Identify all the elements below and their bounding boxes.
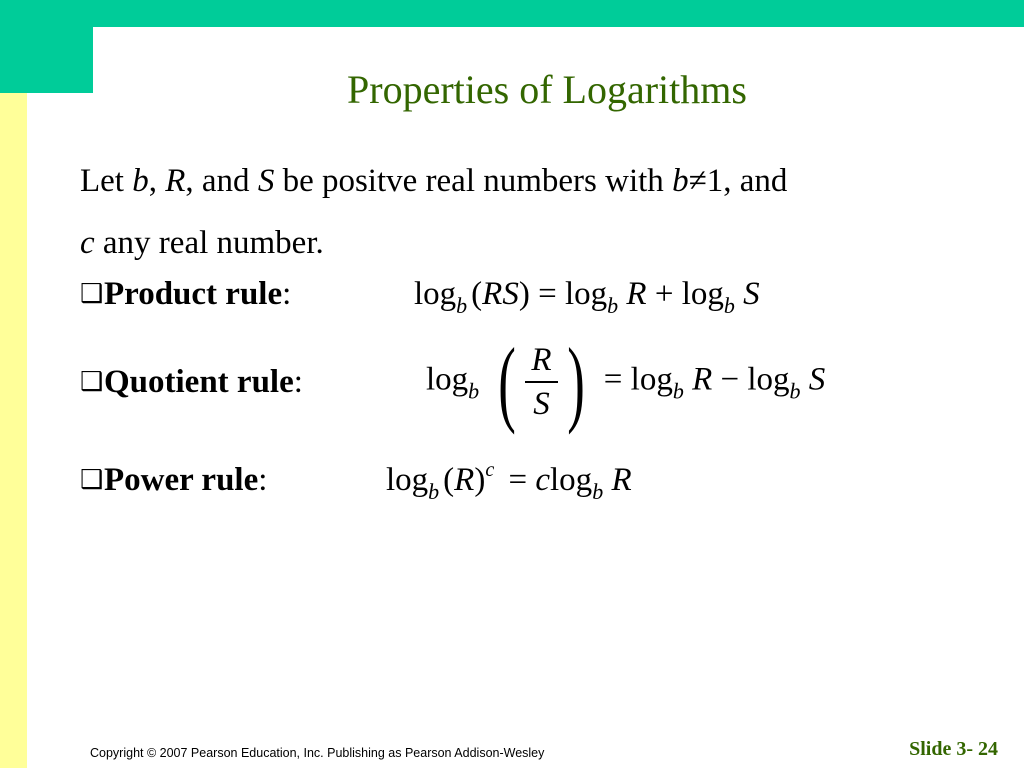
- power-rule-formula: $\log_b (R)^c = clog_b$ R: [386, 459, 632, 504]
- quotient-rule-label: ❑Quotient rule:: [80, 364, 303, 400]
- quotient-rule-formula: $\log_b$ ( $\frac{R}{S}$ ) = $\log_b R - \log_b S$: [426, 328, 826, 435]
- product-rule-label: ❑Product rule:: [80, 276, 292, 312]
- intro-text: Let b, R, and S be positve real numbers with b≠1, and c any real number.: [80, 163, 788, 261]
- fraction: $\frac{R}{S}$: [525, 339, 557, 425]
- slide-number: Slide 3- 24: [909, 738, 998, 760]
- slide-title: Properties of Logarithms: [347, 67, 747, 112]
- product-rule-formula: $\log_b (RS) = \log_b R + \log_b S$: [414, 276, 760, 318]
- left-accent-bar: [0, 93, 27, 768]
- power-rule-label: ❑Power rule:: [80, 462, 268, 498]
- bullet-icon: ❑: [80, 279, 104, 308]
- bullet-icon: ❑: [80, 465, 104, 494]
- copyright-footer: Copyright © 2007 Pearson Education, Inc. Publishing as Pearson Addison-Wesley: [90, 746, 545, 760]
- bullet-icon: ❑: [80, 367, 104, 396]
- top-accent-bar: [93, 0, 1024, 27]
